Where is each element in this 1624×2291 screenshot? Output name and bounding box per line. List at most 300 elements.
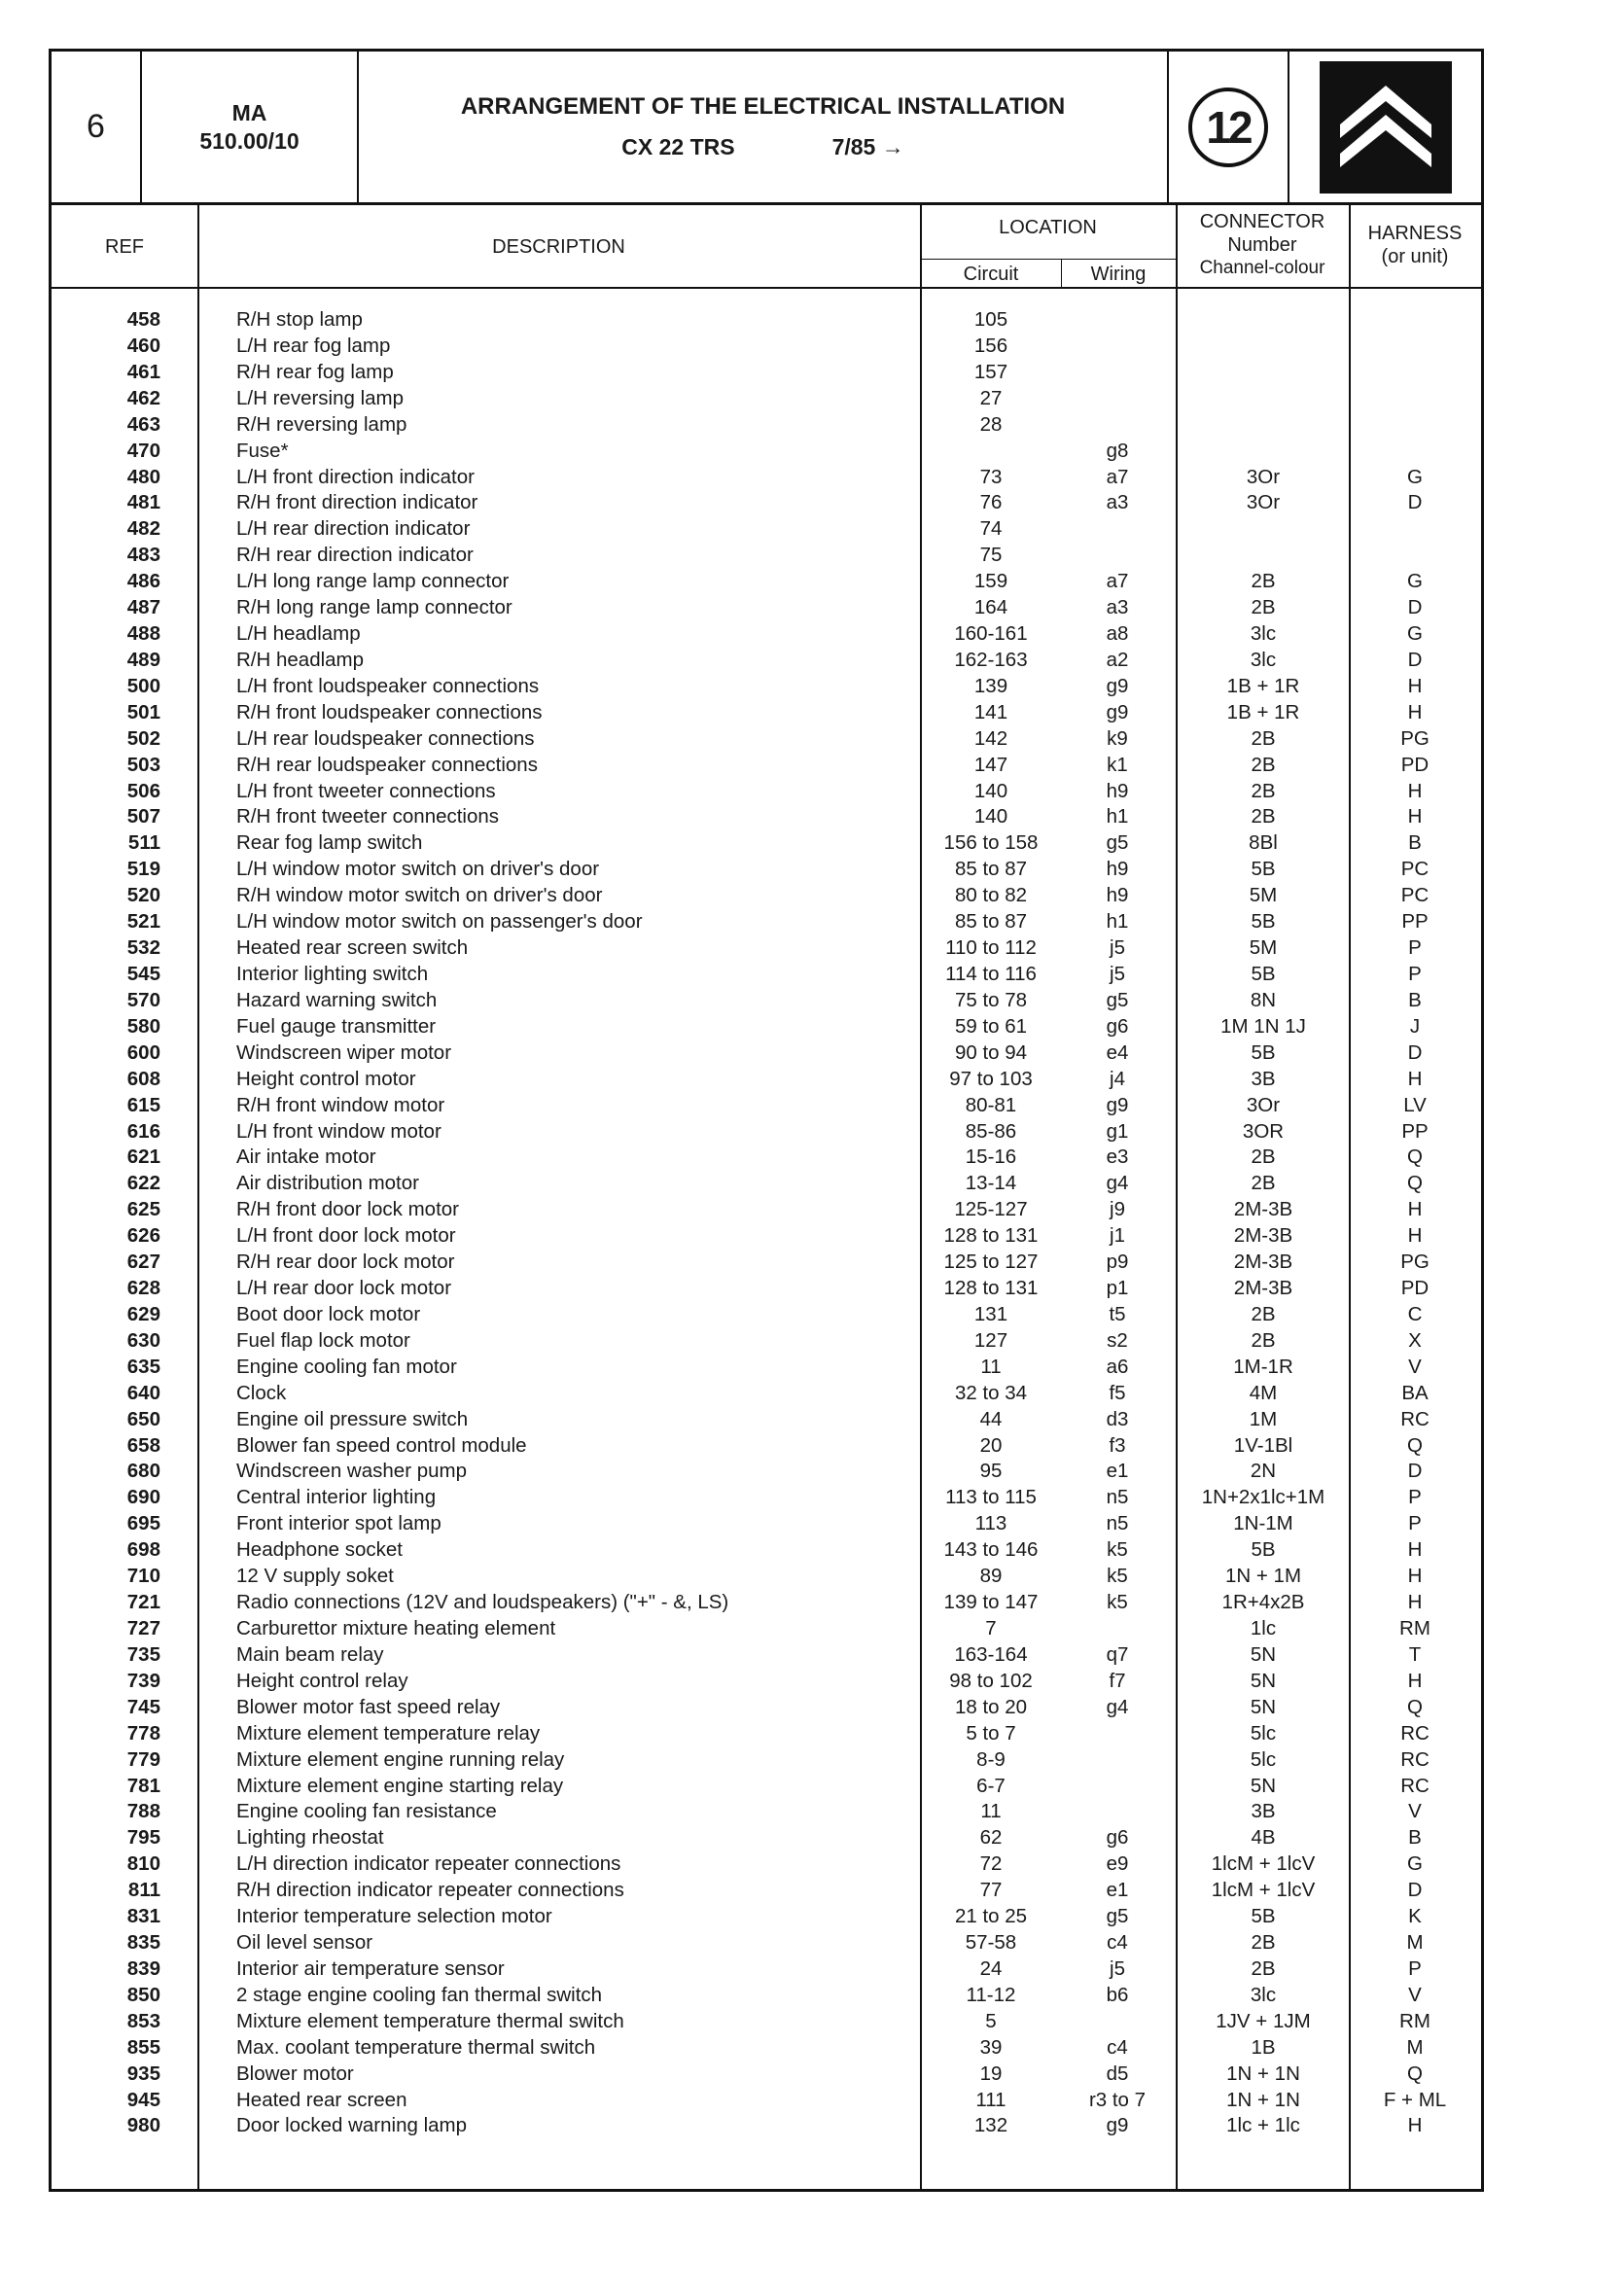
table-row — [52, 1746, 1481, 1773]
table-row — [52, 1354, 1481, 1380]
harness-cell: H — [1407, 1198, 1423, 1221]
ref-cell: 710 — [126, 1565, 160, 1588]
table-row — [52, 568, 1481, 594]
connector-cell: 1lc + 1lc — [1226, 2114, 1300, 2137]
col-connector-header-1: CONNECTOR — [1199, 211, 1325, 232]
description-cell: R/H front tweeter connections — [236, 805, 500, 828]
col-wiring-header: Wiring — [1090, 264, 1147, 285]
document-frame — [49, 49, 1484, 2192]
ref-cell: 629 — [126, 1302, 160, 1325]
ref-cell: 945 — [126, 2088, 160, 2111]
table-row — [52, 1641, 1481, 1668]
ref-cell: 503 — [126, 753, 160, 776]
table-row — [52, 1458, 1481, 1484]
circuit-cell: 75 to 78 — [954, 988, 1028, 1011]
ref-cell: 745 — [126, 1695, 160, 1718]
col-connector-header-2: Number — [1227, 234, 1297, 256]
wiring-cell: g6 — [1106, 1826, 1129, 1850]
ref-cell: 489 — [126, 648, 160, 671]
table-row — [52, 515, 1481, 542]
wiring-cell: e3 — [1106, 1146, 1129, 1169]
ref-cell: 980 — [126, 2114, 160, 2137]
connector-cell: 3lc — [1250, 1983, 1277, 2006]
description-cell: Windscreen wiper motor — [236, 1040, 452, 1064]
circuit-cell: 44 — [979, 1407, 1003, 1430]
circuit-cell: 19 — [979, 2062, 1003, 2085]
table-row — [52, 1222, 1481, 1249]
description-cell: Interior lighting switch — [236, 963, 429, 985]
table-row — [52, 752, 1481, 778]
table-row — [52, 1773, 1481, 1799]
date-range: 7/85 → — [831, 134, 904, 159]
table-row — [52, 1536, 1481, 1563]
table-row — [52, 961, 1481, 987]
table-row — [52, 1118, 1481, 1145]
description-cell: Main beam relay — [236, 1642, 384, 1666]
description-cell: Oil level sensor — [236, 1931, 373, 1955]
wiring-cell: r3 to 7 — [1088, 2088, 1147, 2111]
circuit-cell: 131 — [973, 1302, 1008, 1325]
connector-cell: 5N — [1250, 1774, 1277, 1797]
harness-cell: K — [1408, 1905, 1422, 1928]
table-row — [52, 333, 1481, 359]
wiring-cell: g4 — [1106, 1172, 1129, 1195]
circuit-cell: 141 — [973, 700, 1008, 723]
description-cell: R/H rear fog lamp — [236, 360, 394, 383]
col-location-header: LOCATION — [999, 217, 1097, 238]
connector-cell: 5B — [1251, 1040, 1276, 1064]
connector-cell: 2B — [1251, 779, 1276, 802]
table-row — [52, 908, 1481, 934]
col-circuit-header: Circuit — [963, 264, 1019, 285]
harness-cell: PD — [1400, 753, 1430, 776]
ref-cell: 486 — [126, 570, 160, 593]
description-cell: Engine cooling fan resistance — [236, 1800, 497, 1823]
description-cell: R/H direction indicator repeater connections — [236, 1879, 624, 1902]
ref-cell: 625 — [126, 1198, 160, 1221]
description-cell: L/H rear fog lamp — [236, 334, 391, 357]
description-cell: Fuel gauge transmitter — [236, 1014, 437, 1038]
ref-cell: 470 — [126, 439, 160, 462]
description-cell: R/H front window motor — [236, 1093, 445, 1116]
wiring-cell: s2 — [1107, 1328, 1128, 1352]
circuit-cell: 163-164 — [954, 1642, 1028, 1666]
description-cell: Mixture element engine running relay — [236, 1747, 565, 1771]
harness-cell: J — [1409, 1014, 1421, 1038]
circuit-cell: 11-12 — [966, 1983, 1016, 2006]
description-cell: Interior air temperature sensor — [236, 1956, 505, 1980]
circuit-cell: 5 — [985, 2009, 997, 2032]
wiring-cell: g1 — [1106, 1119, 1129, 1143]
wiring-cell: g5 — [1106, 988, 1129, 1011]
harness-cell: H — [1407, 1565, 1423, 1588]
table-row — [52, 2087, 1481, 2113]
ref-cell: 850 — [126, 1983, 160, 2006]
wiring-cell: g9 — [1106, 700, 1129, 723]
ref-cell: 853 — [126, 2009, 160, 2032]
harness-cell: RM — [1399, 1617, 1430, 1639]
circuit-cell: 114 to 116 — [945, 963, 1037, 985]
harness-cell: C — [1407, 1302, 1423, 1325]
description-cell: R/H rear loudspeaker connections — [236, 753, 538, 776]
table-row — [52, 2061, 1481, 2087]
ref-cell: 935 — [126, 2062, 160, 2085]
wiring-cell: k1 — [1107, 753, 1128, 776]
harness-cell: RC — [1400, 1747, 1430, 1771]
ref-cell: 839 — [126, 1956, 160, 1980]
ref-cell: 779 — [126, 1747, 160, 1771]
citroen-chevrons-logo-icon — [1320, 61, 1452, 194]
circuit-cell: 85 to 87 — [954, 910, 1028, 934]
circuit-cell: 85 to 87 — [954, 858, 1028, 881]
circuit-cell: 57-58 — [965, 1931, 1017, 1955]
table-row — [52, 803, 1481, 829]
subtitle — [621, 134, 903, 160]
harness-cell: PC — [1400, 884, 1430, 907]
description-cell: R/H front direction indicator — [236, 491, 478, 514]
ref-cell: 650 — [126, 1407, 160, 1430]
ref-cell: 460 — [126, 334, 160, 357]
connector-cell: 3lc — [1250, 648, 1277, 671]
table-row — [52, 1432, 1481, 1459]
wiring-cell: t5 — [1109, 1302, 1126, 1325]
ref-cell: 608 — [126, 1067, 160, 1090]
ref-cell: 488 — [126, 622, 160, 646]
harness-cell: F + ML — [1383, 2088, 1447, 2111]
harness-cell: BA — [1401, 1381, 1429, 1404]
wiring-cell: h1 — [1106, 910, 1129, 934]
ref-cell: 621 — [126, 1146, 160, 1169]
description-cell: Air distribution motor — [236, 1172, 419, 1195]
circuit-cell: 139 — [973, 674, 1008, 697]
wiring-cell: j5 — [1110, 963, 1125, 985]
connector-cell: 1B — [1251, 2035, 1276, 2059]
circuit-cell: 97 to 103 — [949, 1067, 1033, 1090]
description-cell: Door locked warning lamp — [236, 2114, 468, 2137]
circuit-cell: 147 — [973, 753, 1008, 776]
circuit-cell: 5 to 7 — [966, 1721, 1016, 1745]
ref-cell: 502 — [126, 726, 160, 750]
ref-cell: 627 — [126, 1251, 160, 1274]
connector-cell: 1lcM + 1lcV — [1211, 1879, 1316, 1902]
table-row — [52, 1824, 1481, 1850]
harness-cell: P — [1408, 1486, 1422, 1509]
table-row — [52, 829, 1481, 856]
connector-cell: 2M-3B — [1233, 1224, 1293, 1248]
description-cell: L/H rear loudspeaker connections — [236, 726, 535, 750]
table-row — [52, 699, 1481, 725]
connector-cell: 5M — [1249, 936, 1278, 960]
connector-cell: 3Or — [1246, 1093, 1281, 1116]
table-row — [52, 1929, 1481, 1956]
description-cell: L/H window motor switch on driver's door — [236, 858, 600, 881]
table-row — [52, 987, 1481, 1013]
wiring-cell: q7 — [1106, 1642, 1129, 1666]
wiring-cell: e9 — [1106, 1852, 1129, 1876]
table-row — [52, 1275, 1481, 1301]
harness-cell: D — [1407, 1879, 1423, 1902]
wiring-cell: a7 — [1106, 465, 1129, 488]
description-cell: Carburettor mixture heating element — [236, 1617, 556, 1639]
table-row — [52, 1092, 1481, 1118]
harness-cell: V — [1408, 1355, 1422, 1378]
wiring-cell: n5 — [1106, 1486, 1129, 1509]
circuit-cell: 59 to 61 — [954, 1014, 1028, 1038]
harness-cell: V — [1408, 1983, 1422, 2006]
wiring-cell: g6 — [1106, 1014, 1129, 1038]
circuit-cell: 80-81 — [965, 1093, 1017, 1116]
circuit-cell: 111 — [975, 2088, 1006, 2111]
connector-cell: 1B + 1R — [1226, 674, 1300, 697]
ref-cell: 482 — [126, 517, 160, 541]
wiring-cell: f3 — [1109, 1433, 1126, 1457]
circuit-cell: 162-163 — [954, 648, 1028, 671]
ref-cell: 690 — [126, 1486, 160, 1509]
ref-cell: 721 — [126, 1591, 160, 1614]
wiring-cell: f5 — [1109, 1381, 1126, 1404]
ref-cell: 481 — [126, 491, 160, 514]
circuit-cell: 132 — [973, 2114, 1008, 2137]
table-row — [52, 934, 1481, 961]
table-row — [52, 411, 1481, 438]
ref-cell: 735 — [126, 1642, 160, 1666]
harness-cell: P — [1408, 936, 1422, 960]
location-divider — [920, 259, 1176, 260]
circuit-cell: 160-161 — [954, 622, 1028, 646]
wiring-cell: j1 — [1110, 1224, 1125, 1248]
wiring-cell: j4 — [1110, 1067, 1125, 1090]
table-row — [52, 1956, 1481, 1982]
table-row — [52, 1668, 1481, 1694]
wiring-cell: c4 — [1107, 2035, 1128, 2059]
connector-cell: 3lc — [1250, 622, 1277, 646]
harness-cell: D — [1407, 1460, 1423, 1483]
table-row — [52, 1406, 1481, 1432]
circuit-cell: 157 — [973, 360, 1008, 383]
description-cell: Hazard warning switch — [236, 988, 438, 1011]
table-row — [52, 1510, 1481, 1536]
harness-cell: T — [1408, 1642, 1422, 1666]
harness-cell: H — [1407, 1067, 1423, 1090]
connector-cell: 4M — [1249, 1381, 1278, 1404]
connector-cell: 5N — [1250, 1642, 1277, 1666]
description-cell: R/H front loudspeaker connections — [236, 700, 543, 723]
description-cell: L/H front direction indicator — [236, 465, 475, 488]
harness-cell: X — [1408, 1328, 1422, 1352]
section-number: 12 — [1206, 101, 1251, 153]
harness-cell: B — [1408, 988, 1422, 1011]
harness-cell: H — [1407, 674, 1423, 697]
wiring-cell: k5 — [1107, 1538, 1128, 1562]
circuit-cell: 75 — [979, 544, 1003, 567]
wiring-cell: a2 — [1106, 648, 1129, 671]
table-row — [52, 673, 1481, 699]
description-cell: Front interior spot lamp — [236, 1512, 441, 1535]
ref-cell: 520 — [126, 884, 160, 907]
col-description-header: DESCRIPTION — [492, 236, 625, 258]
circuit-cell: 140 — [973, 805, 1008, 828]
circuit-cell: 80 to 82 — [954, 884, 1028, 907]
circuit-cell: 11 — [980, 1355, 1002, 1378]
connector-cell: 1V-1Bl — [1233, 1433, 1293, 1457]
circuit-cell: 125-127 — [954, 1198, 1028, 1221]
description-cell: R/H long range lamp connector — [236, 596, 512, 619]
wiring-cell: j9 — [1110, 1198, 1125, 1221]
harness-cell: PD — [1400, 1277, 1430, 1300]
wiring-cell: e4 — [1106, 1040, 1129, 1064]
ref-cell: 622 — [126, 1172, 160, 1195]
wiring-cell: h9 — [1106, 884, 1129, 907]
circuit-cell: 140 — [973, 779, 1008, 802]
description-cell: Clock — [236, 1381, 287, 1404]
harness-cell: H — [1407, 1591, 1423, 1614]
harness-cell: D — [1407, 648, 1423, 671]
description-cell: L/H rear door lock motor — [236, 1277, 452, 1300]
circuit-cell: 74 — [979, 517, 1003, 541]
harness-cell: M — [1406, 2035, 1424, 2059]
table-row — [52, 1249, 1481, 1275]
description-cell: L/H direction indicator repeater connections — [236, 1852, 621, 1876]
ref-cell: 626 — [126, 1224, 160, 1248]
connector-cell: 5B — [1251, 858, 1276, 881]
harness-cell: B — [1408, 831, 1422, 855]
connector-cell: 1N+2x1lc+1M — [1201, 1486, 1325, 1509]
connector-cell: 5N — [1250, 1669, 1277, 1692]
circuit-cell: 89 — [979, 1565, 1003, 1588]
harness-cell: PP — [1401, 1119, 1429, 1143]
ref-cell: 500 — [126, 674, 160, 697]
circuit-cell: 85-86 — [965, 1119, 1017, 1143]
description-cell: Mixture element temperature thermal switch — [236, 2009, 624, 2032]
connector-cell: 2M-3B — [1233, 1198, 1293, 1221]
circuit-cell: 27 — [979, 386, 1003, 409]
connector-cell: 5N — [1250, 1695, 1277, 1718]
table-row — [52, 1196, 1481, 1222]
harness-cell: G — [1407, 622, 1423, 646]
wiring-cell: b6 — [1106, 1983, 1129, 2006]
wiring-cell: f7 — [1109, 1669, 1126, 1692]
connector-cell: 3B — [1251, 1800, 1276, 1823]
harness-cell: H — [1407, 1224, 1423, 1248]
harness-cell: Q — [1407, 1695, 1423, 1718]
harness-cell: P — [1408, 1956, 1422, 1980]
connector-cell: 8N — [1250, 988, 1277, 1011]
description-cell: R/H rear door lock motor — [236, 1251, 455, 1274]
table-row — [52, 1066, 1481, 1092]
wiring-cell: e1 — [1106, 1460, 1129, 1483]
connector-cell: 5M — [1249, 884, 1278, 907]
description-cell: L/H window motor switch on passenger's door — [236, 910, 643, 934]
circuit-cell: 24 — [979, 1956, 1003, 1980]
harness-cell: D — [1407, 1040, 1423, 1064]
harness-cell: PG — [1400, 726, 1430, 750]
description-cell: Heated rear screen — [236, 2088, 407, 2111]
description-cell: Blower motor fast speed relay — [236, 1695, 501, 1718]
circuit-cell: 77 — [979, 1879, 1003, 1902]
harness-cell: RC — [1400, 1721, 1430, 1745]
ref-cell: 795 — [126, 1826, 160, 1850]
harness-cell: D — [1407, 491, 1423, 514]
ref-cell: 532 — [126, 936, 160, 960]
harness-cell: H — [1407, 1538, 1423, 1562]
circuit-cell: 98 to 102 — [949, 1669, 1033, 1692]
ref-cell: 630 — [126, 1328, 160, 1352]
connector-cell: 1N + 1N — [1226, 2062, 1300, 2085]
wiring-cell: a6 — [1106, 1355, 1129, 1378]
table-row — [52, 1982, 1481, 2008]
document-header — [52, 52, 1481, 205]
connector-cell: 3B — [1251, 1067, 1276, 1090]
connector-cell: 5B — [1251, 963, 1276, 985]
table-row — [52, 1589, 1481, 1615]
connector-cell: 4B — [1251, 1826, 1276, 1850]
wiring-cell: g9 — [1106, 2114, 1129, 2137]
circuit-cell: 95 — [979, 1460, 1003, 1483]
circuit-cell: 164 — [973, 596, 1008, 619]
table-row — [52, 725, 1481, 752]
harness-cell: H — [1407, 805, 1423, 828]
description-cell: L/H rear direction indicator — [236, 517, 471, 541]
description-cell: R/H headlamp — [236, 648, 365, 671]
description-cell: Interior temperature selection motor — [236, 1905, 552, 1928]
ref-cell: 506 — [126, 779, 160, 802]
description-cell: Engine oil pressure switch — [236, 1407, 469, 1430]
table-row — [52, 1013, 1481, 1040]
harness-cell: G — [1407, 1852, 1423, 1876]
description-cell: Lighting rheostat — [236, 1826, 384, 1850]
ref-cell: 461 — [126, 360, 160, 383]
table-row — [52, 2034, 1481, 2061]
ref-cell: 628 — [126, 1277, 160, 1300]
ref-cell: 487 — [126, 596, 160, 619]
connector-cell: 1B + 1R — [1226, 700, 1300, 723]
column-headers — [52, 205, 1481, 289]
circuit-cell: 113 — [974, 1512, 1007, 1535]
ref-cell: 519 — [126, 858, 160, 881]
harness-cell: Q — [1407, 1146, 1423, 1169]
ref-cell: 855 — [126, 2035, 160, 2059]
description-cell: Rear fog lamp switch — [236, 831, 423, 855]
ref-cell: 570 — [126, 988, 160, 1011]
table-row — [52, 489, 1481, 515]
connector-cell: 2B — [1251, 1146, 1276, 1169]
description-cell: Fuse* — [236, 439, 289, 462]
harness-cell: V — [1408, 1800, 1422, 1823]
description-cell: 2 stage engine cooling fan thermal switch — [236, 1983, 603, 2006]
harness-cell: RC — [1400, 1774, 1430, 1797]
description-cell: Blower fan speed control module — [236, 1433, 527, 1457]
table-row — [52, 1850, 1481, 1877]
circuit-cell: 142 — [973, 726, 1008, 750]
harness-cell: RM — [1399, 2009, 1430, 2032]
wiring-cell: p9 — [1106, 1251, 1129, 1274]
table-row — [52, 2112, 1481, 2138]
description-cell: L/H front window motor — [236, 1119, 441, 1143]
ref-cell: 680 — [126, 1460, 160, 1483]
ref-cell: 521 — [126, 910, 160, 934]
harness-cell: H — [1407, 700, 1423, 723]
wiring-cell: h9 — [1106, 779, 1129, 802]
connector-cell: 3Or — [1246, 465, 1281, 488]
circuit-cell: 8-9 — [976, 1747, 1006, 1771]
description-cell: Mixture element engine starting relay — [236, 1774, 564, 1797]
ref-cell: 727 — [126, 1617, 160, 1639]
table-row — [52, 778, 1481, 804]
description-cell: 12 V supply soket — [236, 1565, 394, 1588]
circuit-cell: 13-14 — [965, 1172, 1017, 1195]
ref-cell: 781 — [126, 1774, 160, 1797]
ref-cell: 640 — [126, 1381, 160, 1404]
